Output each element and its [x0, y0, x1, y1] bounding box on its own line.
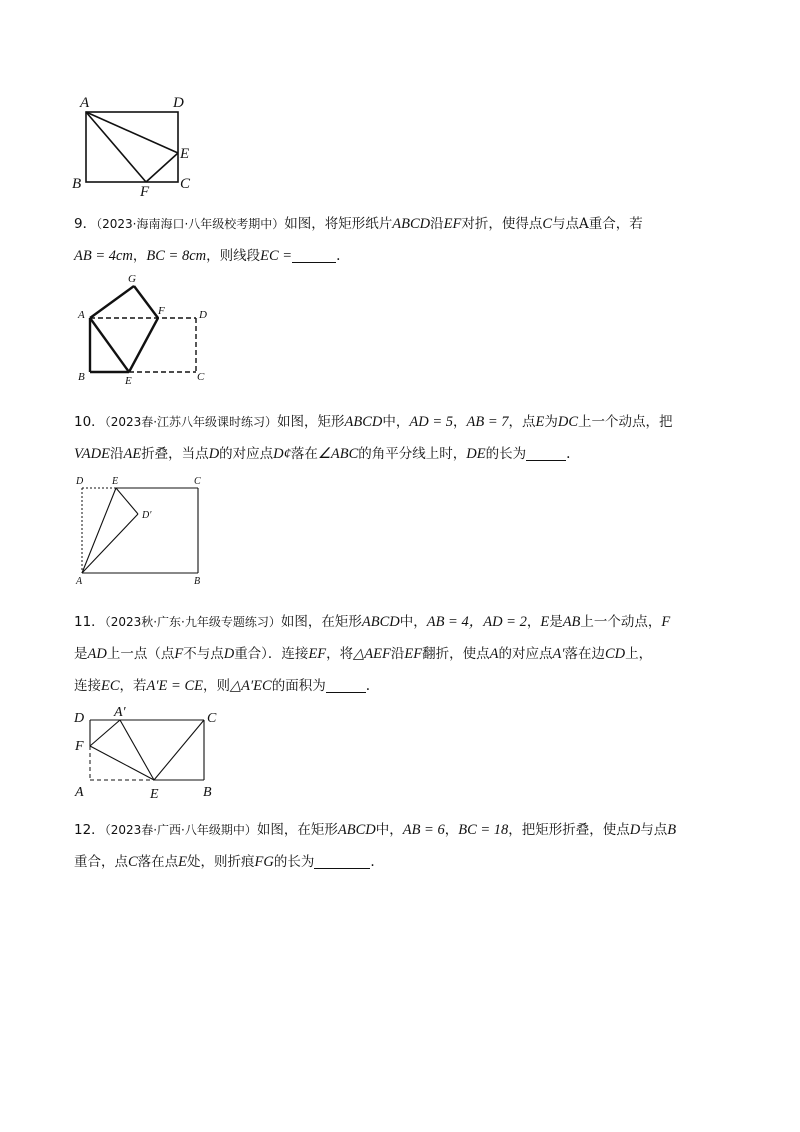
problem-text: 翻折，使点	[422, 646, 490, 662]
problem-text: ，把矩形折叠，使点	[508, 822, 630, 838]
label-d: D	[173, 95, 184, 111]
label-a: A	[80, 95, 90, 111]
problem-text: 的面积为	[271, 678, 326, 694]
problem-source: （2023·海南海口·八年级校考期中）	[96, 217, 285, 231]
period: .	[365, 678, 370, 694]
math-expression: F	[174, 646, 184, 662]
math-expression: C	[542, 216, 553, 232]
problem-text: 与点A重合，若	[552, 216, 643, 232]
problem-9	[74, 208, 734, 272]
segment-ae	[82, 488, 116, 573]
math-expression: EF	[443, 216, 462, 232]
label-c: C	[197, 371, 205, 383]
problem-text: 上一个动点，把	[578, 414, 673, 430]
math-expression: ∠ABC	[317, 446, 359, 462]
math-expression: E	[540, 614, 550, 630]
segment-ag	[90, 286, 134, 318]
segment-ec	[154, 720, 204, 780]
math-expression: D	[629, 822, 641, 838]
segment-ae	[90, 318, 129, 372]
figure-problem-11	[72, 700, 232, 800]
math-expression: DC	[557, 414, 579, 430]
problem-number: 9．	[74, 216, 97, 232]
problem-text: 重合）．连接	[234, 646, 309, 662]
segment-fe	[146, 153, 178, 182]
problem-text: 处，则折痕	[187, 854, 255, 870]
label-d: D	[76, 476, 84, 487]
problem-source: （2023春·江苏八年级课时练习）	[104, 415, 278, 429]
problem-text: ，则线段	[206, 248, 261, 264]
label-b: B	[194, 576, 201, 587]
problem-text: 上，	[625, 646, 653, 662]
math-expression: ABCD	[337, 822, 376, 838]
problem-text: 的对应点	[219, 446, 274, 462]
math-expression: VADE	[74, 446, 110, 462]
label-c: C	[207, 711, 217, 726]
problem-text: 重合，点	[74, 854, 128, 870]
problem-text: 落在点	[137, 854, 179, 870]
problem-number: 10．	[74, 414, 105, 430]
answer-blank[interactable]	[526, 446, 566, 461]
label-f: F	[140, 184, 150, 200]
problem-text: 如图，矩形	[277, 414, 345, 430]
label-e: E	[180, 146, 190, 162]
figure-problem-8	[70, 92, 210, 200]
math-expression: C	[128, 854, 138, 870]
math-expression: ABCD	[392, 216, 431, 232]
problem-text: 是	[74, 646, 88, 662]
label-b: B	[72, 176, 82, 192]
problem-text: 上一点（点	[106, 646, 175, 662]
problem-text: 中，	[375, 822, 403, 838]
problem-number: 12．	[74, 822, 105, 838]
math-expression: BC = 8cm	[146, 248, 207, 264]
label-d: D	[199, 309, 207, 321]
label-e: E	[150, 787, 159, 802]
period: .	[370, 854, 375, 870]
math-expression: AB = 4，AD = 2	[426, 614, 527, 630]
problem-text: 的角平分线上时，	[358, 446, 467, 462]
math-expression: FG	[254, 854, 274, 870]
figure-problem-10	[72, 472, 212, 587]
math-expression: ABCD	[361, 614, 400, 630]
problem-text: 上一个动点，	[580, 614, 662, 630]
problem-text: 连接	[74, 678, 101, 694]
math-expression: DE	[466, 446, 486, 462]
math-expression: EF	[404, 646, 423, 662]
problem-12	[74, 814, 734, 878]
label-a: A	[78, 309, 85, 321]
problem-text: 不与点	[183, 646, 224, 662]
problem-text: 沿	[109, 446, 124, 462]
segment-fe	[129, 318, 158, 372]
problem-text: 为	[544, 414, 558, 430]
problem-text: 折叠，当点	[141, 446, 209, 462]
label-e: E	[112, 476, 119, 487]
problem-11	[74, 606, 734, 702]
label-d-prime: D′	[142, 510, 152, 521]
math-expression: △AEF	[353, 646, 391, 662]
math-expression: EC	[101, 678, 120, 694]
period: .	[566, 446, 571, 462]
answer-blank[interactable]	[326, 678, 366, 693]
problem-text: ，点	[508, 414, 536, 430]
problem-text: 的长为	[485, 446, 527, 462]
problem-text: 如图，在矩形	[280, 614, 362, 630]
problem-text: 如图，在矩形	[256, 822, 338, 838]
label-e: E	[125, 375, 132, 387]
problem-text: ，	[453, 414, 467, 430]
label-a: A	[75, 785, 84, 800]
problem-10	[74, 406, 734, 470]
math-expression: AB = 6	[402, 822, 445, 838]
answer-blank[interactable]	[314, 854, 370, 869]
problem-text: 对折，使得点	[461, 216, 543, 232]
label-d: D	[74, 711, 85, 726]
math-expression: D¢	[273, 446, 291, 462]
problem-text: 的对应点	[498, 646, 553, 662]
math-expression: D	[208, 446, 220, 462]
problem-text: 沿	[430, 216, 444, 232]
math-expression: B	[667, 822, 677, 838]
problem-text: 如图，将矩形纸片	[284, 216, 393, 232]
math-expression: BC = 18	[458, 822, 509, 838]
problem-source: （2023秋·广东·九年级专题练习）	[104, 615, 281, 629]
math-expression: A′	[552, 646, 565, 662]
math-expression: AB = 4cm	[74, 248, 133, 264]
label-f: F	[75, 739, 84, 754]
segment-ad	[82, 514, 138, 573]
problem-text: 与点	[640, 822, 668, 838]
segment-af	[86, 112, 146, 182]
problem-number: 11．	[74, 614, 105, 630]
math-expression: AD = 5	[409, 414, 454, 430]
segment-ed	[116, 488, 138, 514]
segment-fa-prime	[90, 720, 120, 746]
problem-text: 落在	[290, 446, 318, 462]
math-expression: EF	[308, 646, 327, 662]
problem-text: ，	[526, 614, 541, 630]
math-expression: F	[661, 614, 671, 630]
label-a-prime: A′	[114, 705, 126, 720]
problem-text: 是	[549, 614, 563, 630]
math-expression: ABCD	[344, 414, 383, 430]
label-c: C	[194, 476, 201, 487]
answer-blank[interactable]	[292, 248, 336, 263]
problem-text: 中，	[399, 614, 427, 630]
problem-text: ，	[444, 822, 459, 838]
math-expression: A	[489, 646, 499, 662]
problem-text: 落在边	[564, 646, 605, 662]
math-expression: E	[178, 854, 188, 870]
math-expression: △A′EC	[229, 678, 272, 694]
problem-text: ，	[132, 248, 147, 264]
problem-text: 的长为	[273, 854, 315, 870]
segment-ae	[86, 112, 178, 153]
label-b: B	[78, 371, 85, 383]
label-a: A	[76, 576, 83, 587]
label-g: G	[128, 273, 136, 285]
problem-source: （2023春·广西·八年级期中）	[104, 823, 257, 837]
problem-text: ，则	[202, 678, 230, 694]
label-c: C	[180, 176, 191, 192]
math-expression: D	[223, 646, 235, 662]
problem-text: ，若	[119, 678, 147, 694]
segment-gf	[134, 286, 158, 318]
problem-text: ，将	[326, 646, 354, 662]
figure-problem-9	[74, 272, 224, 387]
math-expression: AD	[87, 646, 107, 662]
math-expression: E	[535, 414, 545, 430]
problem-text: 中，	[382, 414, 410, 430]
math-expression: AB = 7	[466, 414, 509, 430]
problem-text: 沿	[390, 646, 405, 662]
math-expression: AE	[123, 446, 142, 462]
math-expression: EC =	[260, 248, 293, 264]
math-expression: AB	[562, 614, 581, 630]
label-f: F	[158, 305, 165, 317]
label-b: B	[203, 785, 212, 800]
math-expression: CD	[605, 646, 626, 662]
period: .	[336, 248, 341, 264]
math-expression: A′E = CE	[146, 678, 203, 694]
